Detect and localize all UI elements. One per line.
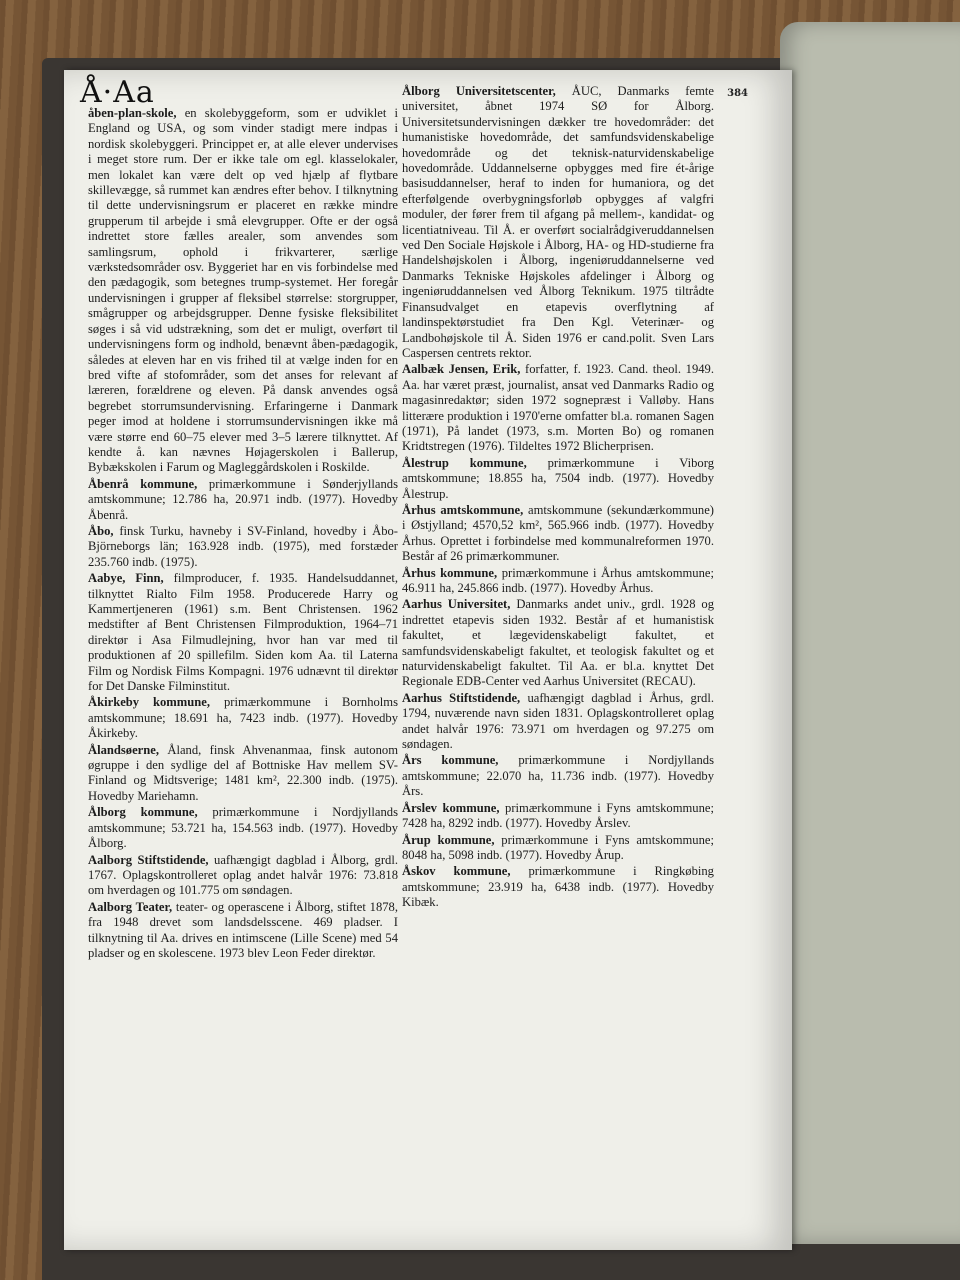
dictionary-entry (402, 833, 714, 864)
dictionary-entry (402, 84, 714, 361)
entry-headword: Ålandsøerne, (88, 742, 160, 757)
section-heading: Å·Aa (80, 75, 155, 110)
entry-headword: Åbo, (88, 523, 114, 538)
entry-headword: Åkirkeby kommune, (88, 695, 211, 710)
entry-headword: Årup kommune, (402, 832, 495, 847)
entry-body: filmproducer, f. 1935. Handelsuddannet, tilknyttet Rialto Film 1958. Producerede Harry og Kammertjeneren (1961) s.m. Bent Christensen. 1962 medstifter af Bent Christensen Filmproduktion, 1964–71 direktør i Asa Filmudlejning, hvor han var med til produktionen af 20 spillefilm. Siden kom Aa. til Laterna Film og Nordisk Films Kompagni. 1976 udnævnt til direktør for Det Danske Filminstitut. (88, 571, 399, 694)
dictionary-entry (402, 566, 714, 597)
dictionary-entry (88, 805, 398, 851)
entry-body: Åland, finsk Ahvenanmaa, finsk autonom øgruppe i den sydlige del af Bottniske Hav mellem SV-Finland og Midtsverige; 1481 km², 22.300 indb. (1975). Hovedby Mariehamn. (88, 742, 398, 803)
entry-body: primærkommune i Fyns amtskommune; 8048 ha, 5098 indb. (1977). Hovedby Årup. (402, 832, 714, 862)
dictionary-entry (88, 743, 398, 805)
entry-headword: Ålestrup kommune, (402, 455, 527, 470)
dictionary-entry (402, 753, 714, 799)
dictionary-entry (402, 503, 714, 565)
entry-headword: Åskov kommune, (402, 864, 511, 879)
entry-body: primærkommune i Bornholms amtskommune; 18.691 ha, 7423 indb. (1977). Hovedby Åkirkeby. (88, 695, 398, 741)
dictionary-entry (88, 106, 398, 476)
page-number: 384 (727, 88, 748, 99)
entry-body: uafhængigt dagblad i Århus, grdl. 1794, nuværende navn siden 1831. Oplagskontrolleret oplag andet halvår 1976: 73.971 om hverdagen og 97.275 om søndagen. (402, 690, 714, 752)
entry-headword: Ålborg kommune, (88, 805, 198, 820)
right-column (402, 84, 714, 912)
dictionary-entry (88, 571, 398, 694)
entry-body: uafhængigt dagblad i Ålborg, grdl. 1767. Oplagskontrolleret oplag andet halvår 1976: 73.818 om hverdagen og 101.775 om søndagen. (88, 852, 398, 898)
dictionary-entry (88, 853, 398, 899)
entry-body: primærkommune i Sønderjyllands amtskommune; 12.786 ha, 20.971 indb. (1977). Hovedby Åbenrå. (88, 476, 398, 522)
entry-body: primærkommune i Fyns amtskommune; 7428 ha, 8292 indb. (1977). Hovedby Årslev. (402, 800, 714, 831)
dictionary-entry (88, 900, 398, 962)
entry-headword: Årslev kommune, (402, 800, 500, 815)
entry-headword: Ålborg Universitetscenter, (402, 84, 556, 98)
entry-headword: Aabye, Finn, (88, 571, 164, 586)
entry-body: forfatter, f. 1923. Cand. theol. 1949. Aa. har været præst, journalist, ansat ved Danmarks Radio og magasinredaktør; siden 1972 sognepræst i Valløby. Hans litterære produktion i 1970'erne omfatter bl.a. romanen Sagen (1971), På landet (1973, s.m. Morten Bo) og romanen Kridtstregen (1976). Tildeltes 1972 Blicherprisen. (402, 362, 714, 454)
dictionary-entry (402, 801, 714, 832)
entry-body: ÅUC, Danmarks femte universitet, åbnet 1974 SØ for Ålborg. Universitetsundervisningen dækker tre hovedområder: det humanistiske hovedområde, det samfundsvidenskabelige hovedområde og det teknisk-naturvidenskabelige hovedområde. Uddannelserne opbygges med fire ét-årige basisuddannelser, heraf to inden for humaniora, og det efterfølgende overbygningsforløb opbygges af valgfri moduler, der fører frem til afgang på mellem-, kandidat- og licentiatniveau. Til Å. er overført socialrådgiveruddannelsen ved Den Sociale Højskole i Ålborg, HA- og HD-studierne fra Handelshøjskolen i Ålborg, ingeniøruddannelserne ved Danmarks Tekniske Højskoles afdelinger i Ålborg og ingeniøruddannelsen ved Ålborg Teknikum. 1975 tiltrådte Finansudvalget en etapevis overflytning af landinspektørstudiet fra Den Kgl. Veterinær- og Landbohøjskole til Å. Siden 1976 er cand.polit. Sven Lars Caspersen centrets rektor. (402, 84, 714, 360)
entry-headword: Aalbæk Jensen, Erik, (402, 362, 521, 377)
entry-headword: Aalborg Stiftstidende, (88, 852, 209, 867)
dictionary-entry (402, 456, 714, 502)
entry-body: finsk Turku, havneby i SV-Finland, hovedby i Åbo-Björneborgs län; 163.928 indb. (1975), med forstæder 235.760 indb. (1975). (88, 523, 398, 569)
left-column (88, 106, 398, 962)
entry-headword: Års kommune, (402, 753, 499, 768)
entry-headword: Aarhus Universitet, (402, 597, 511, 612)
dictionary-entry (402, 864, 714, 910)
entry-body: teater- og operascene i Ålborg, stiftet 1878, fra 1948 drevet som landsdelsscene. 469 pladser. I tilknytning til Aa. drives en intimscene (Lille Scene) med 54 pladser og en skolescene. 1973 blev Leon Feder direktør. (88, 899, 398, 960)
dictionary-entry (402, 691, 714, 753)
dictionary-entry (402, 362, 714, 454)
entry-headword: Åbenrå kommune, (88, 476, 198, 491)
entry-body: primærkommune i Nordjyllands amtskommune; 53.721 ha, 154.563 indb. (1977). Hovedby Ålborg. (88, 805, 398, 851)
dictionary-entry (402, 597, 714, 689)
entry-body: primærkommune i Viborg amtskommune; 18.855 ha, 7504 indb. (1977). Hovedby Ålestrup. (402, 455, 714, 501)
entry-headword: Aarhus Stiftstidende, (402, 690, 521, 705)
entry-body: primærkommune i Ringkøbing amtskommune; 23.919 ha, 6438 indb. (1977). Hovedby Kibæk. (402, 864, 714, 910)
entry-body: Danmarks andet univ., grdl. 1928 og indrettet etapevis siden 1932. Består af et humanistisk fakultet, et lægevidenskabeligt fakultet, et samfundsvidenskabeligt fakultet, et teologisk fakultet og et naturvidenskabeligt fakultet. Til Aa. er bl.a. knyttet Det Regionale EDB-Center ved Aarhus Universitet (RECAU). (402, 597, 715, 689)
entry-headword: Århus amtskommune, (402, 502, 524, 517)
dictionary-entry (88, 524, 398, 570)
entry-body: primærkommune i Århus amtskommune; 46.911 ha, 245.866 indb. (1977). Hovedby Århus. (402, 565, 714, 595)
dictionary-entry (88, 477, 398, 523)
entry-body: amtskommune (sekundærkommune) i Østjylland; 4570,52 km², 565.966 indb. (1977). Hovedby Århus. Oprettet i forbindelse med kommunalreformen 1970. Består af 26 primærkommuner. (402, 502, 714, 564)
entry-headword: Aalborg Teater, (88, 899, 173, 914)
facing-page (780, 22, 960, 1244)
entry-headword: Århus kommune, (402, 565, 498, 580)
dictionary-entry (88, 695, 398, 741)
entry-headword: åben-plan-skole, (88, 106, 177, 120)
entry-body: en skolebyggeform, som er udviklet i England og USA, og som vinder stadigt mere indpas i nordisk skolebyggeri. Princippet er, at alle elever undervises i meget store rum. Der er ikke tale om egl. klasselokaler, men lokalet kan være delt op ved hjælp af flytbare skillevægge, så rummet kan ændres efter behov. I tilknytning til dette undervisningsrum er placeret en række mindre grupperum til arbejde i små elevgrupper. Ofte er der også indrettet store fælles arealer, som anvendes som samlingsrum, ophold i frikvarterer, særlige værkstedsområder osv. Byggeriet har en vis forbindelse med den pædagogik, som betegnes trump-systemet. Her foregår undervisningen i grupper af fleksibel størrelse: storgrupper, smågrupper og arbejdsgrupper. Denne fysiske fleksibilitet søges i så vid udstrækning, som det er muligt, overført til undervisningens form og indhold, benævnt åben-pædagogik, således at eleven har en vis frihed til at vælge inden for en bred vifte af stofområder, som det anses for relevant af læreren, forældrene og eleven. På dansk anvendes også begrebet storrumsundervisning. Erfaringerne i Danmark peger imod at holdene i storrumsundervisningen ikke må være større end 60–75 elever med 3–5 lærere tilknyttet. Af kendte å. kan nævnes Højagerskolen i Ballerup, Bybækskolen i Farum og Magleggårdskolen i Roskilde. (88, 106, 398, 475)
entry-body: primærkommune i Nordjyllands amtskommune; 22.070 ha, 11.736 indb. (1977). Hovedby Års. (402, 753, 714, 799)
